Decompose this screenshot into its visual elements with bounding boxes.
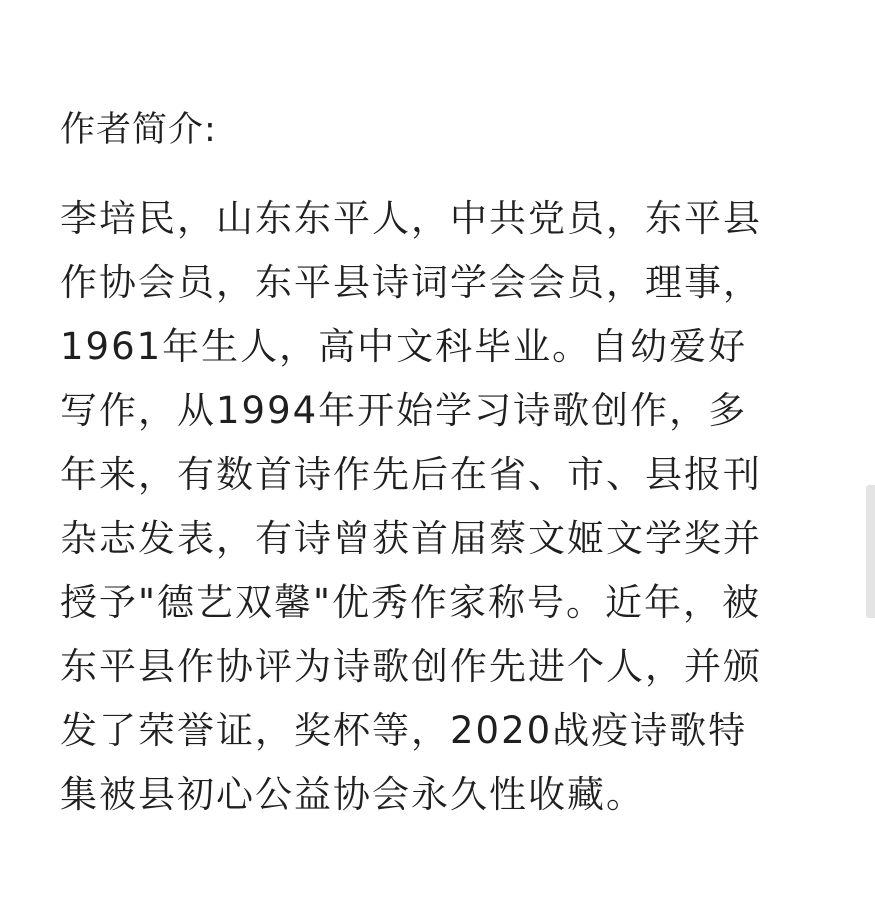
paragraph-line: 杂志发表，有诗曾获首届蔡文姬文学奖并 [60, 517, 762, 560]
paragraph-line: 1961年生人，高中文科毕业。自幼爱好 [60, 325, 748, 368]
section-title: 作者简介: [60, 110, 217, 150]
paragraph-line: 李培民，山东东平人，中共党员，东平县 [60, 197, 762, 240]
paragraph-line: 写作，从1994年开始学习诗歌创作，多 [60, 389, 748, 432]
paragraph-line: 集被县初心公益协会永久性收藏。 [60, 773, 645, 816]
scrollbar-thumb[interactable] [866, 485, 875, 618]
paragraph-line: 作协会员，东平县诗词学会会员，理事， [60, 261, 762, 304]
author-bio-paragraph [60, 187, 830, 827]
paragraph-line: 发了荣誉证，奖杯等，2020战疫诗歌特 [60, 709, 748, 752]
paragraph-line: 授予"德艺双馨"优秀作家称号。近年，被 [60, 581, 762, 624]
paragraph-line: 年来，有数首诗作先后在省、市、县报刊 [60, 453, 762, 496]
paragraph-line: 东平县作协评为诗歌创作先进个人，并颁 [60, 645, 762, 688]
